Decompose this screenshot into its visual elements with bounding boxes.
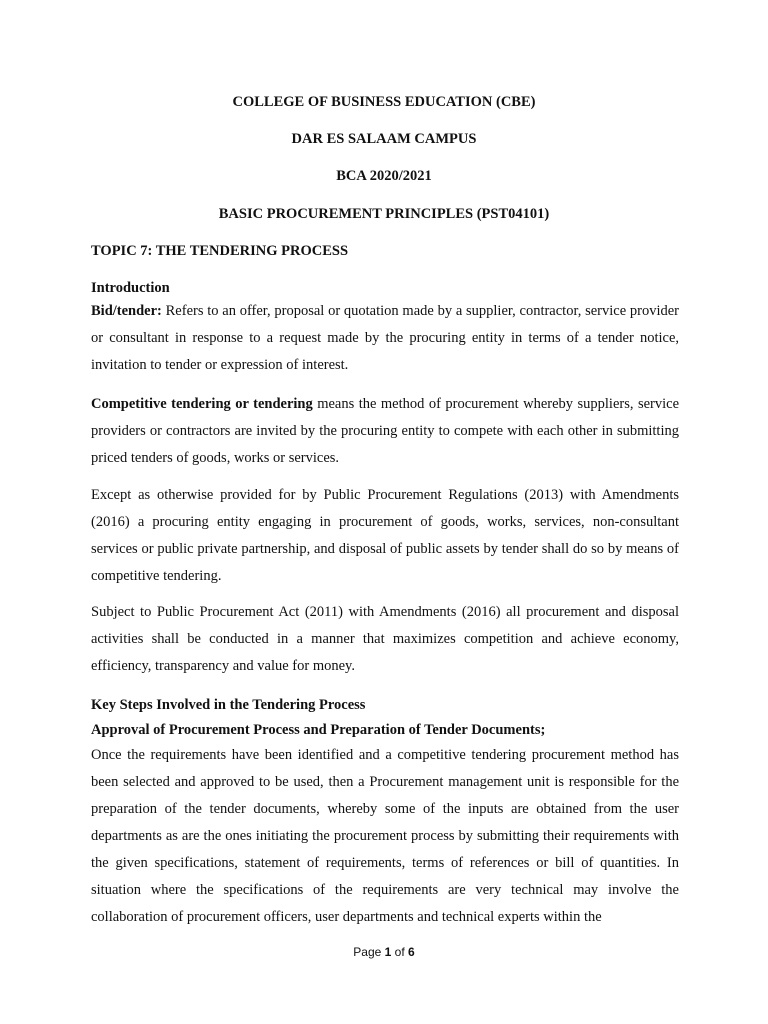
bid-definition-paragraph bbox=[91, 298, 679, 379]
approval-subheading: Approval of Procurement Process and Preparation of Tender Documents; bbox=[91, 722, 546, 738]
current-page-number: 1 bbox=[384, 945, 392, 959]
campus-title: DAR ES SALAAM CAMPUS bbox=[291, 131, 477, 147]
except-paragraph: Except as otherwise provided for by Public Procurement Regulations (2013) with Amendments (2016) a procuring entity engaging in procurement of goods, works, services, non-consultant services or public private partnership, and disposal of public assets by tender shall do so by means of competitive tendering. bbox=[91, 487, 679, 584]
subject-paragraph: Subject to Public Procurement Act (2011) with Amendments (2016) all procurement and disposal activities shall be conducted in a manner that maximizes competition and achieve economy, efficiency, transparency and value for money. bbox=[91, 604, 679, 674]
competitive-definition-paragraph bbox=[91, 391, 679, 472]
college-title: COLLEGE OF BUSINESS EDUCATION (CBE) bbox=[232, 94, 536, 110]
bid-term: Bid/tender: bbox=[91, 303, 162, 319]
page-word: Page bbox=[353, 945, 385, 959]
program-title: BCA 2020/2021 bbox=[336, 168, 432, 184]
introduction-heading: Introduction bbox=[91, 280, 170, 296]
page-footer bbox=[0, 944, 768, 960]
topic-heading: TOPIC 7: THE TENDERING PROCESS bbox=[91, 243, 349, 259]
key-steps-heading: Key Steps Involved in the Tendering Process bbox=[91, 697, 366, 713]
competitive-term: Competitive tendering or tendering bbox=[91, 396, 313, 412]
bid-text: Refers to an offer, proposal or quotation made by a supplier, contractor, service provider or consultant in response to a request made by the procuring entity in terms of a tender notice, invitation to tender or expression of interest. bbox=[91, 303, 679, 373]
course-title: BASIC PROCUREMENT PRINCIPLES (PST04101) bbox=[218, 206, 550, 222]
competitive-text: means the method of procurement whereby suppliers, service providers or contractors are invited by the procuring entity to compete with each other in submitting priced tenders of goods, works or services. bbox=[91, 396, 680, 466]
of-word: of bbox=[391, 945, 409, 959]
total-page-count: 6 bbox=[408, 945, 415, 959]
approval-paragraph: Once the requirements have been identified and a competitive tendering procurement method has been selected and approved to be used, then a Procurement management unit is responsible for the preparation of the tender documents, whereby some of the inputs are obtained from the user departments as are the ones initiating the procurement process by submitting their requirements with the given specifications, statement of requirements, terms of references or bill of quantities. In situation where the specifications of the requirements are very technical may involve the collaboration of procurement officers, user departments and technical experts within the bbox=[91, 747, 679, 925]
